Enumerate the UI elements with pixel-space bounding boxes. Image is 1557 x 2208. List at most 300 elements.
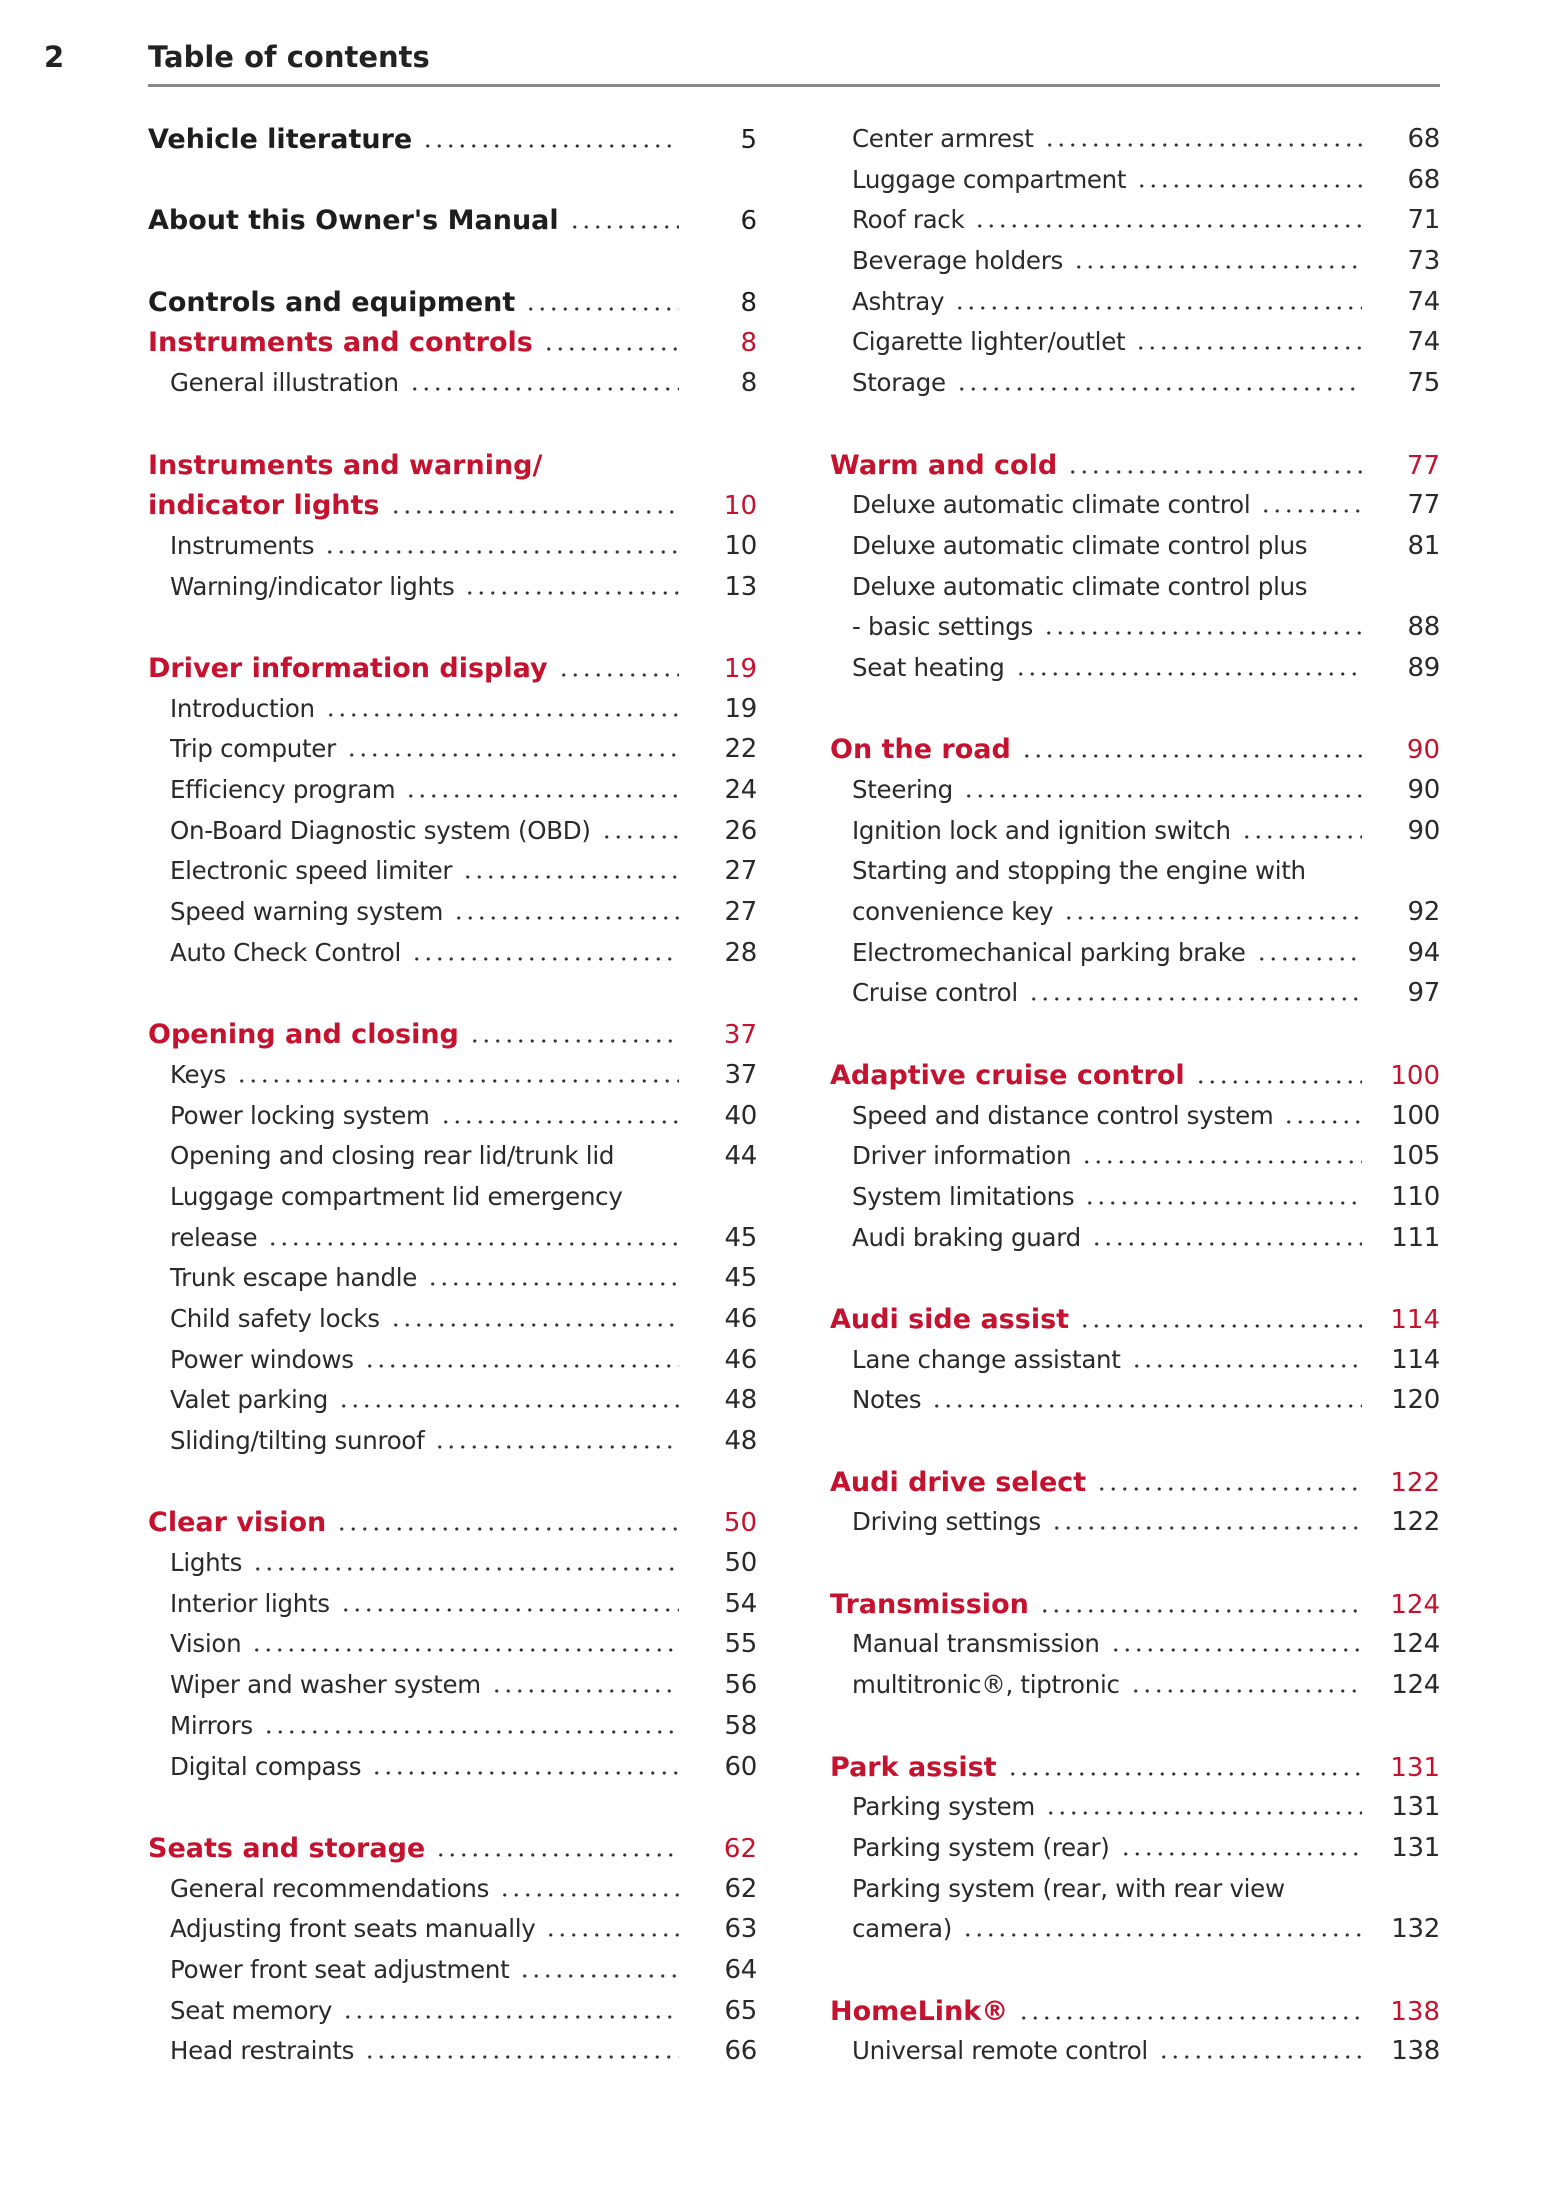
dot-leader [1039,1609,1362,1613]
toc-page-number: 114 [1390,1304,1440,1335]
toc-page-number: 110 [1391,1181,1440,1212]
toc-entry[interactable] [830,1670,1440,1711]
toc-page-number: 46 [724,1344,757,1375]
toc-section-heading[interactable] [148,287,757,328]
toc-page-number: 90 [1407,815,1440,846]
toc-entry-label: Power front seat adjustment [170,1954,510,1984]
toc-page-number: 22 [724,734,757,765]
toc-page-number: 111 [1391,1222,1440,1253]
dot-leader [1158,2055,1362,2059]
toc-spacer [830,1019,1440,1060]
toc-entry[interactable] [830,938,1440,979]
dot-leader [1195,1080,1362,1084]
toc-entry[interactable] [148,938,757,979]
toc-section-heading[interactable] [830,1060,1440,1101]
dot-leader [364,2055,679,2059]
toc-entry-label: Efficiency program [170,775,396,804]
toc-page-number: 19 [723,653,757,684]
toc-entry[interactable] [148,531,757,572]
toc-spacer [148,1792,757,1833]
dot-leader [1021,754,1362,758]
toc-page-number: 40 [724,1100,757,1131]
toc-section-heading[interactable] [148,1507,757,1548]
dot-leader [1135,346,1362,350]
dot-leader [1028,997,1362,1001]
toc-page-number: 90 [1407,775,1440,805]
toc-spacer [830,1548,1440,1589]
dot-leader [411,957,679,961]
toc-entry-label: - basic settings [852,612,1033,642]
dot-leader [1067,470,1362,474]
toc-section-heading[interactable] [830,734,1440,775]
toc-entry[interactable] [148,1426,757,1467]
toc-page-number: 62 [724,1873,757,1904]
toc-page-number: 124 [1391,1670,1440,1701]
toc-entry[interactable] [148,734,757,775]
toc-page-number: 10 [724,530,757,561]
toc-entry-label: Trunk escape handle [170,1263,418,1293]
toc-entry-label: camera) [852,1914,952,1944]
dot-leader [440,1120,679,1124]
toc-page-number: 8 [740,287,757,318]
toc-page-number: 131 [1391,1832,1440,1863]
dot-leader [340,1608,679,1612]
dot-leader [342,2015,679,2019]
dot-leader [519,1974,679,1978]
toc-spacer [830,694,1440,735]
dot-leader [422,144,679,148]
page-number: 2 [44,40,65,74]
toc-entry[interactable] [830,1874,1440,1915]
toc-column-right [830,124,1440,2077]
toc-entry-label: Transmission [830,1588,1029,1620]
toc-page-number: 97 [1407,978,1440,1009]
toc-page-number: 6 [740,206,757,237]
toc-spacer [148,409,757,450]
dot-leader [525,307,679,311]
dot-leader [543,347,679,351]
toc-entry[interactable] [830,572,1440,613]
toc-entry[interactable] [148,856,757,897]
toc-spacer [148,165,757,206]
toc-entry-label: Controls and equipment [148,286,516,318]
toc-entry-label: Deluxe automatic climate control plus [852,571,1308,601]
toc-entry-label: Instruments and warning/ [148,449,543,481]
toc-page-number: 74 [1407,327,1440,358]
toc-page-number: 105 [1391,1141,1440,1172]
toc-entry[interactable] [148,1141,757,1182]
toc-page-number: 65 [724,1995,757,2026]
toc-spacer [148,1467,757,1508]
toc-page-number: 94 [1407,937,1440,968]
toc-page-number: 54 [724,1588,757,1619]
toc-entry[interactable] [148,816,757,857]
toc-page-number: 26 [724,815,757,846]
toc-entry[interactable] [148,368,757,409]
toc-spacer [830,1263,1440,1304]
toc-entry-label: Audi drive select [830,1466,1087,1498]
dot-leader [371,1771,679,1775]
toc-page-number: 60 [724,1751,757,1782]
dot-leader [1015,672,1362,676]
dot-leader [1081,1160,1362,1164]
toc-section-heading[interactable] [148,653,757,694]
toc-entry[interactable] [830,1792,1440,1833]
toc-entry-label: Child safety locks [170,1303,380,1333]
toc-entry[interactable] [830,1101,1440,1142]
toc-entry-label: General recommendations [170,1873,490,1903]
toc-page-number: 37 [724,1059,757,1090]
dot-leader [390,510,680,514]
toc-section-heading[interactable] [830,1752,1440,1793]
toc-entry-label: Ignition lock and ignition switch [852,815,1231,845]
toc-entry[interactable] [830,287,1440,328]
dot-leader [962,1933,1362,1937]
toc-entry-label: Lane change assistant [852,1344,1121,1374]
dot-leader [453,916,679,920]
toc-entry-label: Digital compass [170,1751,362,1781]
toc-entry-label: Audi braking guard [852,1222,1081,1252]
toc-entry[interactable] [148,1996,757,2037]
dot-leader [1051,1526,1362,1530]
toc-page-number: 27 [724,897,757,928]
toc-page-number: 131 [1391,1792,1440,1823]
dot-leader [409,387,679,391]
toc-page-number: 44 [724,1141,757,1172]
toc-entry-label: Head restraints [170,2036,355,2066]
toc-section-heading[interactable] [148,1833,757,1874]
dot-leader [390,1323,679,1327]
toc-page-number: 13 [724,571,757,602]
toc-entry-label: Steering [852,775,953,804]
header-divider [148,84,1440,87]
toc-spacer [830,1711,1440,1752]
toc-entry[interactable] [830,816,1440,857]
toc-entry[interactable] [830,2036,1440,2077]
dot-leader [405,794,679,798]
toc-entry-label: Deluxe automatic climate control plus [852,530,1308,560]
dot-leader [499,1893,679,1897]
toc-entry[interactable] [830,205,1440,246]
dot-leader [236,1079,679,1083]
toc-entry[interactable] [830,978,1440,1019]
toc-section-heading[interactable] [148,124,757,165]
toc-entry-label: indicator lights [148,490,380,522]
toc-section-heading[interactable] [830,1996,1440,2037]
toc-entry[interactable] [148,1385,757,1426]
toc-entry[interactable] [148,1345,757,1386]
toc-entry[interactable] [148,1629,757,1670]
toc-spacer [830,409,1440,450]
toc-entry[interactable] [830,856,1440,897]
toc-entry-label: Center armrest [852,124,1034,153]
toc-entry-label: Seat memory [170,1995,333,2025]
toc-page-number: 28 [724,937,757,968]
toc-page-number: 48 [724,1426,757,1456]
toc-entry-label: Driver information display [148,652,548,684]
dot-leader [251,1648,679,1652]
toc-page-number: 73 [1407,246,1440,277]
toc-page-number: 45 [724,1222,757,1253]
toc-entry[interactable] [830,1345,1440,1386]
toc-page-number: 66 [724,2036,757,2067]
toc-entry-label: Lights [170,1548,243,1578]
dot-leader [1120,1852,1363,1856]
dot-leader [1091,1242,1362,1246]
dot-leader [491,1689,679,1693]
toc-section-heading[interactable] [148,1019,757,1060]
toc-entry[interactable] [148,775,757,816]
toc-page-number: 10 [723,491,757,522]
toc-section-heading[interactable] [148,490,757,531]
toc-entry-label: Seats and storage [148,1832,426,1864]
toc-page-number: 48 [724,1385,757,1416]
dot-leader [469,1039,679,1043]
toc-entry[interactable] [830,1385,1440,1426]
toc-entry[interactable] [830,775,1440,816]
toc-entry-label: Sliding/tilting sunroof [170,1426,425,1455]
toc-entry-label: Wiper and washer system [170,1670,481,1700]
dot-leader [1007,1772,1362,1776]
dot-leader [1073,265,1362,269]
toc-page-number: 55 [724,1629,757,1660]
toc-page-number: 45 [724,1263,757,1294]
toc-entry-label: Park assist [830,1751,997,1783]
dot-leader [346,753,679,757]
toc-column-left [148,124,757,2077]
toc-entry-label: Storage [852,368,946,398]
toc-entry[interactable] [830,897,1440,938]
toc-entry-label: Instruments and controls [148,327,533,359]
dot-leader [364,1364,679,1368]
toc-entry-label: Valet parking [170,1385,328,1415]
dot-leader [1079,1324,1362,1328]
toc-entry-label: Opening and closing rear lid/trunk lid [170,1141,615,1171]
toc-page-number: 81 [1407,530,1440,561]
toc-entry-label: Warm and cold [830,449,1058,481]
dot-leader [324,550,679,554]
toc-page-number: 37 [723,1020,757,1051]
toc-entry[interactable] [148,1101,757,1142]
toc-page-number: 56 [724,1670,757,1701]
toc-entry[interactable] [830,368,1440,409]
toc-page-number: 138 [1391,2036,1440,2067]
toc-entry-label: Seat heating [852,652,1005,682]
toc-section-heading[interactable] [830,450,1440,491]
dot-leader [931,1404,1362,1408]
dot-leader [263,1730,679,1734]
toc-entry[interactable] [148,1223,757,1264]
toc-entry-label: HomeLink® [830,1995,1009,2027]
dot-leader [434,1445,679,1449]
dot-leader [1018,2016,1362,2020]
toc-spacer [148,246,757,287]
toc-entry-label: Warning/indicator lights [170,571,455,601]
toc-entry-label: Power locking system [170,1100,430,1130]
toc-entry-label: Parking system (rear) [852,1832,1110,1862]
toc-page-number: 8 [740,368,757,399]
toc-entry-label: Instruments [170,530,315,560]
toc-entry[interactable] [830,1833,1440,1874]
toc-entry-label: Mirrors [170,1710,253,1740]
toc-page-number: 100 [1391,1100,1440,1131]
toc-entry-label: release [170,1222,258,1252]
toc-page-number: 90 [1406,735,1440,766]
toc-spacer [830,1955,1440,1996]
toc-entry-label: Driver information [852,1141,1072,1171]
toc-entry[interactable] [830,246,1440,287]
toc-entry-label: Parking system [852,1792,1035,1822]
toc-page-number: 46 [724,1303,757,1334]
toc-page-number: 74 [1407,286,1440,317]
toc-page-number: 68 [1407,164,1440,195]
toc-entry-label: Speed warning system [170,897,444,927]
toc-entry[interactable] [148,694,757,735]
toc-section-heading[interactable] [830,1589,1440,1630]
dot-leader [956,387,1362,391]
toc-entry-label: Speed and distance control system [852,1100,1274,1130]
toc-entry-label: Deluxe automatic climate control [852,490,1251,520]
toc-entry[interactable] [148,1752,757,1793]
toc-page-number: 27 [724,856,757,887]
dot-leader [1043,631,1362,635]
toc-entry[interactable] [148,1874,757,1915]
toc-entry[interactable] [830,1223,1440,1264]
toc-page-number: 5 [740,125,757,155]
page-title: Table of contents [148,40,430,74]
dot-leader [545,1933,679,1937]
toc-entry[interactable] [148,1914,757,1955]
toc-entry[interactable] [148,1711,757,1752]
toc-page-number: 63 [724,1914,757,1945]
toc-entry-label: Auto Check Control [170,937,401,967]
toc-entry-label: Universal remote control [852,2036,1148,2066]
toc-entry-label: Notes [852,1385,922,1415]
dot-leader [1131,1364,1362,1368]
toc-entry[interactable] [148,1670,757,1711]
toc-entry[interactable] [830,1507,1440,1548]
toc-entry-label: Audi side assist [830,1303,1070,1335]
toc-entry[interactable] [830,653,1440,694]
toc-entry[interactable] [830,531,1440,572]
toc-entry-label: Cigarette lighter/outlet [852,327,1126,357]
toc-page-number: 124 [1390,1589,1440,1620]
toc-entry-label: General illustration [170,368,399,398]
toc-entry[interactable] [830,1914,1440,1955]
dot-leader [338,1404,679,1408]
dot-leader [1283,1120,1362,1124]
toc-page-number: 124 [1391,1629,1440,1660]
toc-entry-label: On-Board Diagnostic system (OBD) [170,815,591,845]
toc-entry-label: Adaptive cruise control [830,1059,1185,1091]
toc-page-number: 64 [724,1954,757,1985]
toc-section-heading[interactable] [148,327,757,368]
toc-entry-label: Trip computer [170,734,336,764]
toc-entry[interactable] [148,2036,757,2077]
dot-leader [963,794,1362,798]
dot-leader [1136,184,1362,188]
toc-entry-label: Interior lights [170,1588,330,1618]
toc-entry-label: Manual transmission [852,1629,1100,1659]
toc-page-number: 77 [1406,450,1440,481]
dot-leader [462,875,679,879]
toc-page-number: 132 [1391,1914,1440,1945]
toc-page-number: 88 [1407,612,1440,643]
toc-section-heading[interactable] [148,450,757,491]
toc-page-number: 114 [1391,1344,1440,1375]
toc-entry-label: Opening and closing [148,1019,459,1051]
dot-leader [1256,957,1362,961]
dot-leader [1044,143,1362,147]
toc-entry[interactable] [830,612,1440,653]
dot-leader [464,591,679,595]
toc-entry[interactable] [148,1955,757,1996]
toc-page-number: 50 [724,1548,757,1579]
toc-entry[interactable] [830,327,1440,368]
dot-leader [435,1853,679,1857]
toc-entry[interactable] [148,1589,757,1630]
toc-entry-label: Cruise control [852,978,1018,1008]
dot-leader [252,1567,679,1571]
toc-page-number: 71 [1407,205,1440,236]
toc-entry-label: Driving settings [852,1507,1041,1537]
toc-entry-label: Roof rack [852,205,965,235]
dot-leader [1241,835,1362,839]
toc-page-number: 92 [1407,897,1440,928]
toc-entry-label: On the road [830,734,1011,766]
toc-entry[interactable] [148,1548,757,1589]
dot-leader [1084,1201,1362,1205]
toc-entry-label: Power windows [170,1344,354,1374]
toc-entry-label: Introduction [170,693,315,723]
dot-leader [336,1527,679,1531]
dot-leader [1096,1487,1362,1491]
toc-entry-label: Vision [170,1629,242,1659]
toc-entry[interactable] [148,572,757,613]
dot-leader [974,224,1362,228]
toc-section-heading[interactable] [830,1467,1440,1508]
toc-entry[interactable] [148,1060,757,1101]
toc-page-number: 19 [724,693,757,724]
toc-entry[interactable] [830,165,1440,206]
toc-page-number: 62 [723,1833,757,1864]
toc-entry-label: Ashtray [852,286,945,316]
toc-entry[interactable] [830,124,1440,165]
toc-entry[interactable] [148,1263,757,1304]
toc-section-heading[interactable] [830,1304,1440,1345]
dot-leader [569,225,679,229]
toc-entry[interactable] [148,1304,757,1345]
dot-leader [1110,1648,1362,1652]
toc-entry[interactable] [830,490,1440,531]
toc-entry-label: convenience key [852,897,1054,927]
toc-entry[interactable] [830,1141,1440,1182]
toc-page-number: 77 [1407,490,1440,521]
dot-leader [1260,509,1362,513]
toc-entry[interactable] [830,1182,1440,1223]
toc-spacer [830,1426,1440,1467]
toc-page-number: 24 [724,775,757,805]
toc-entry-label: Electronic speed limiter [170,856,453,886]
toc-page-number: 122 [1391,1507,1440,1538]
toc-entry[interactable] [148,1182,757,1223]
toc-page-number: 8 [740,328,757,359]
toc-entry[interactable] [148,897,757,938]
dot-leader [427,1282,679,1286]
toc-section-heading[interactable] [148,205,757,246]
toc-entry[interactable] [830,1629,1440,1670]
toc-entry-label: Adjusting front seats manually [170,1914,536,1944]
